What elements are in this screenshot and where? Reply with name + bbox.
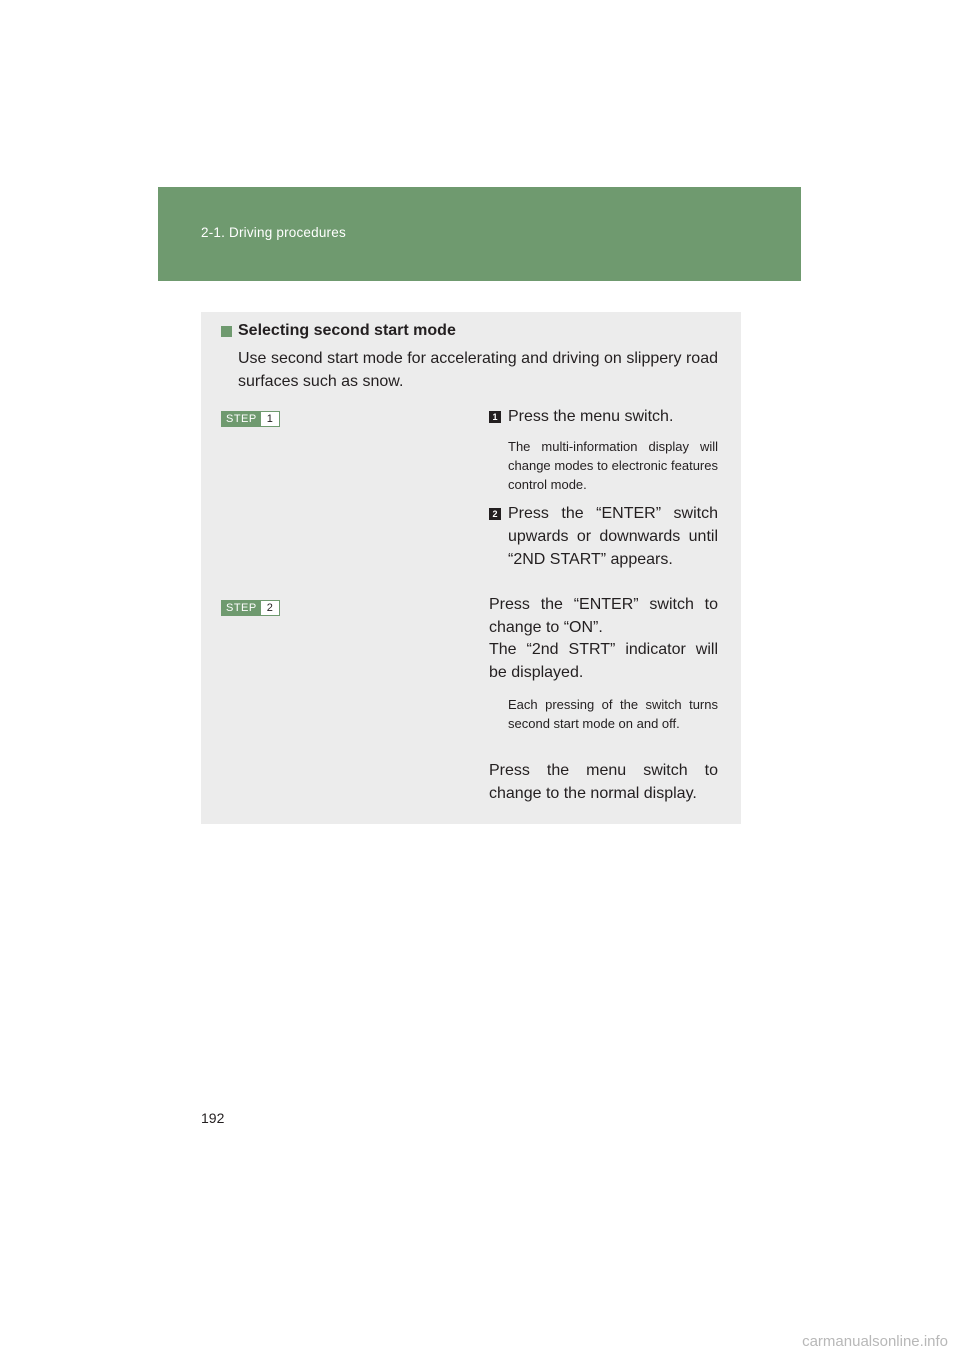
header-band	[158, 187, 801, 281]
step-number: 2	[261, 601, 279, 615]
number-1-icon: 1	[489, 411, 501, 423]
section-title: 2-1. Driving procedures	[201, 225, 346, 240]
step-2-text: Press the “ENTER” switch to change to “ON”.	[489, 596, 718, 636]
step-2-text-2: The “2nd STRT” indicator will be displayed.	[489, 641, 718, 681]
page-number: 192	[201, 1110, 225, 1126]
step-2-note: Each pressing of the switch turns second start mode on and off.	[508, 697, 718, 731]
square-bullet-icon	[221, 326, 232, 337]
step-1-item-1-note: The multi-information display will change modes to electronic features control mode.	[508, 439, 718, 492]
step-label: STEP	[222, 412, 261, 426]
heading-text: Selecting second start mode	[238, 322, 456, 339]
step-2-badge	[221, 600, 280, 616]
number-2-icon: 2	[489, 508, 501, 520]
step-2-text-3: Press the menu switch to change to the normal display.	[489, 762, 718, 802]
step-label: STEP	[222, 601, 261, 615]
section-heading	[221, 322, 456, 340]
step-number: 1	[261, 412, 279, 426]
step-1-badge	[221, 411, 280, 427]
content-panel	[201, 312, 741, 824]
step-1-item-1-text: Press the menu switch.	[508, 408, 674, 425]
watermark: carmanualsonline.info	[802, 1333, 948, 1350]
step-1-item-2-text: Press the “ENTER” switch upwards or downwards until “2ND START” appears.	[508, 505, 718, 568]
intro-text: Use second start mode for accelerating and driving on slippery road surfaces such as snow.	[238, 350, 718, 390]
